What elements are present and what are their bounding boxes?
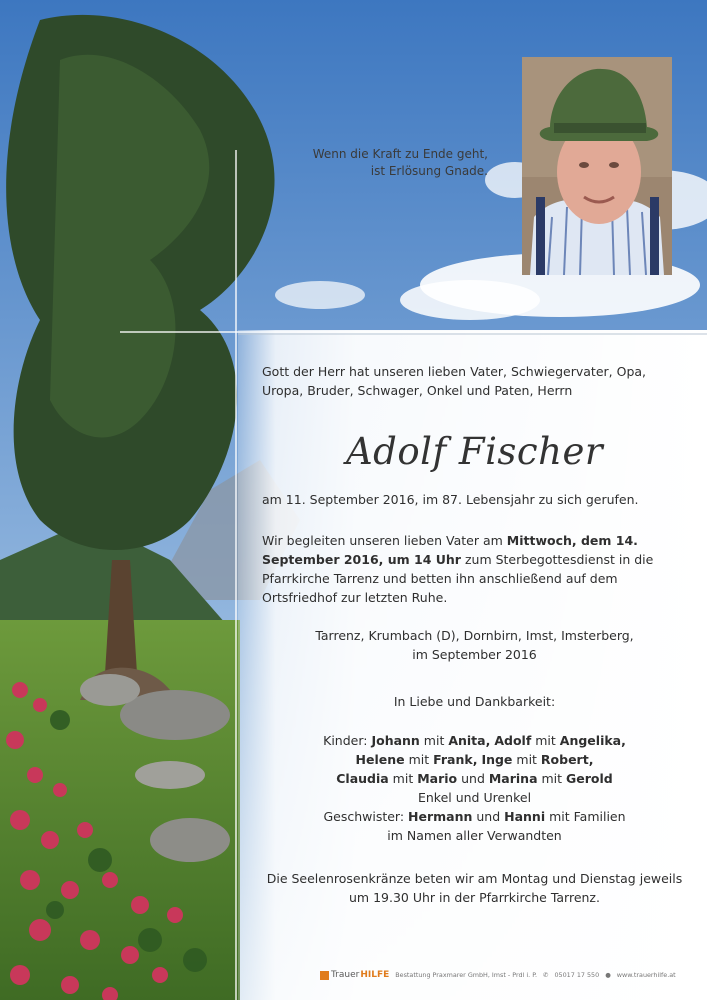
trauerhilfe-logo: Trauer HILFE: [320, 970, 389, 980]
logo-mark-icon: [320, 971, 329, 980]
family-line-5: Geschwister: Hermann und Hanni mit Familien: [323, 809, 626, 824]
intro-text: Gott der Herr hat unseren lieben Vater, Schwiegervater, Opa, Uropa, Bruder, Schwager, Onkel und Paten, Herrn: [262, 364, 647, 398]
family-line-4: Enkel und Urenkel: [417, 790, 532, 805]
quote-line-1: Wenn die Kraft zu Ende geht,: [312, 147, 488, 161]
obituary-content: [262, 362, 687, 907]
death-date-text: am 11. September 2016, im 87. Lebensjahr zu sich gerufen.: [262, 492, 639, 507]
footer-website[interactable]: www.trauerhilfe.at: [616, 971, 676, 979]
portrait-photo: [522, 57, 672, 275]
rosary-info: [262, 869, 687, 907]
places-and-date: [262, 626, 687, 664]
family-line-2: Helene mit Frank, Inge mit Robert,: [355, 752, 594, 767]
quote-line-2: ist Erlösung Gnade.: [370, 164, 488, 178]
family-line-3: Claudia mit Mario und Marina mit Gerold: [336, 771, 613, 786]
rosary-line-1: Die Seelenrosenkränze beten wir am Montag und Dienstag jeweils: [266, 871, 683, 886]
family-list: [262, 731, 687, 845]
funeral-text-start: Wir begleiten unseren lieben Vater am: [262, 533, 507, 548]
memorial-quote: [300, 146, 488, 180]
funeral-info: [262, 531, 687, 607]
phone-icon: ✆: [543, 971, 549, 979]
footer-company: Bestattung Praxmarer GmbH, Imst - Prdl i. P.: [395, 971, 538, 979]
places-line: Tarrenz, Krumbach (D), Dornbirn, Imst, Imsterberg,: [315, 628, 634, 643]
funeral-date-time: Mittwoch, dem 14. September 2016, um 14 Uhr: [262, 533, 638, 567]
funeral-text-end: zum Sterbegottesdienst in die Pfarrkirche Tarrenz und betten ihn anschließend auf dem Ortsfriedhof zur letzten Ruhe.: [262, 552, 654, 605]
footer-phone: 05017 17 550: [554, 971, 600, 979]
family-line-6: im Namen aller Verwandten: [387, 828, 562, 843]
web-icon: ●: [605, 971, 611, 979]
month-line: im September 2016: [412, 647, 537, 662]
deceased-name: Adolf Fischer: [345, 430, 604, 473]
love-gratitude-line: In Liebe und Dankbarkeit:: [393, 694, 556, 709]
family-line-1: Kinder: Johann mit Anita, Adolf mit Angelika,: [323, 733, 626, 748]
footer: [320, 969, 690, 981]
rosary-line-2: um 19.30 Uhr in der Pfarrkirche Tarrenz.: [349, 890, 600, 905]
